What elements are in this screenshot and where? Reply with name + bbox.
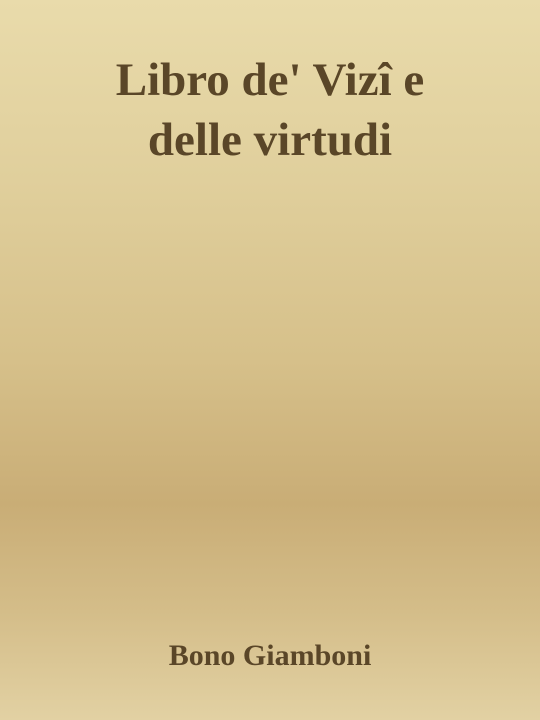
book-title [20, 50, 520, 170]
book-title-line-2: delle virtudi [147, 114, 393, 166]
book-author: Bono Giamboni [168, 639, 372, 672]
book-title-line-1: Libro de' Vizî e [115, 54, 425, 106]
